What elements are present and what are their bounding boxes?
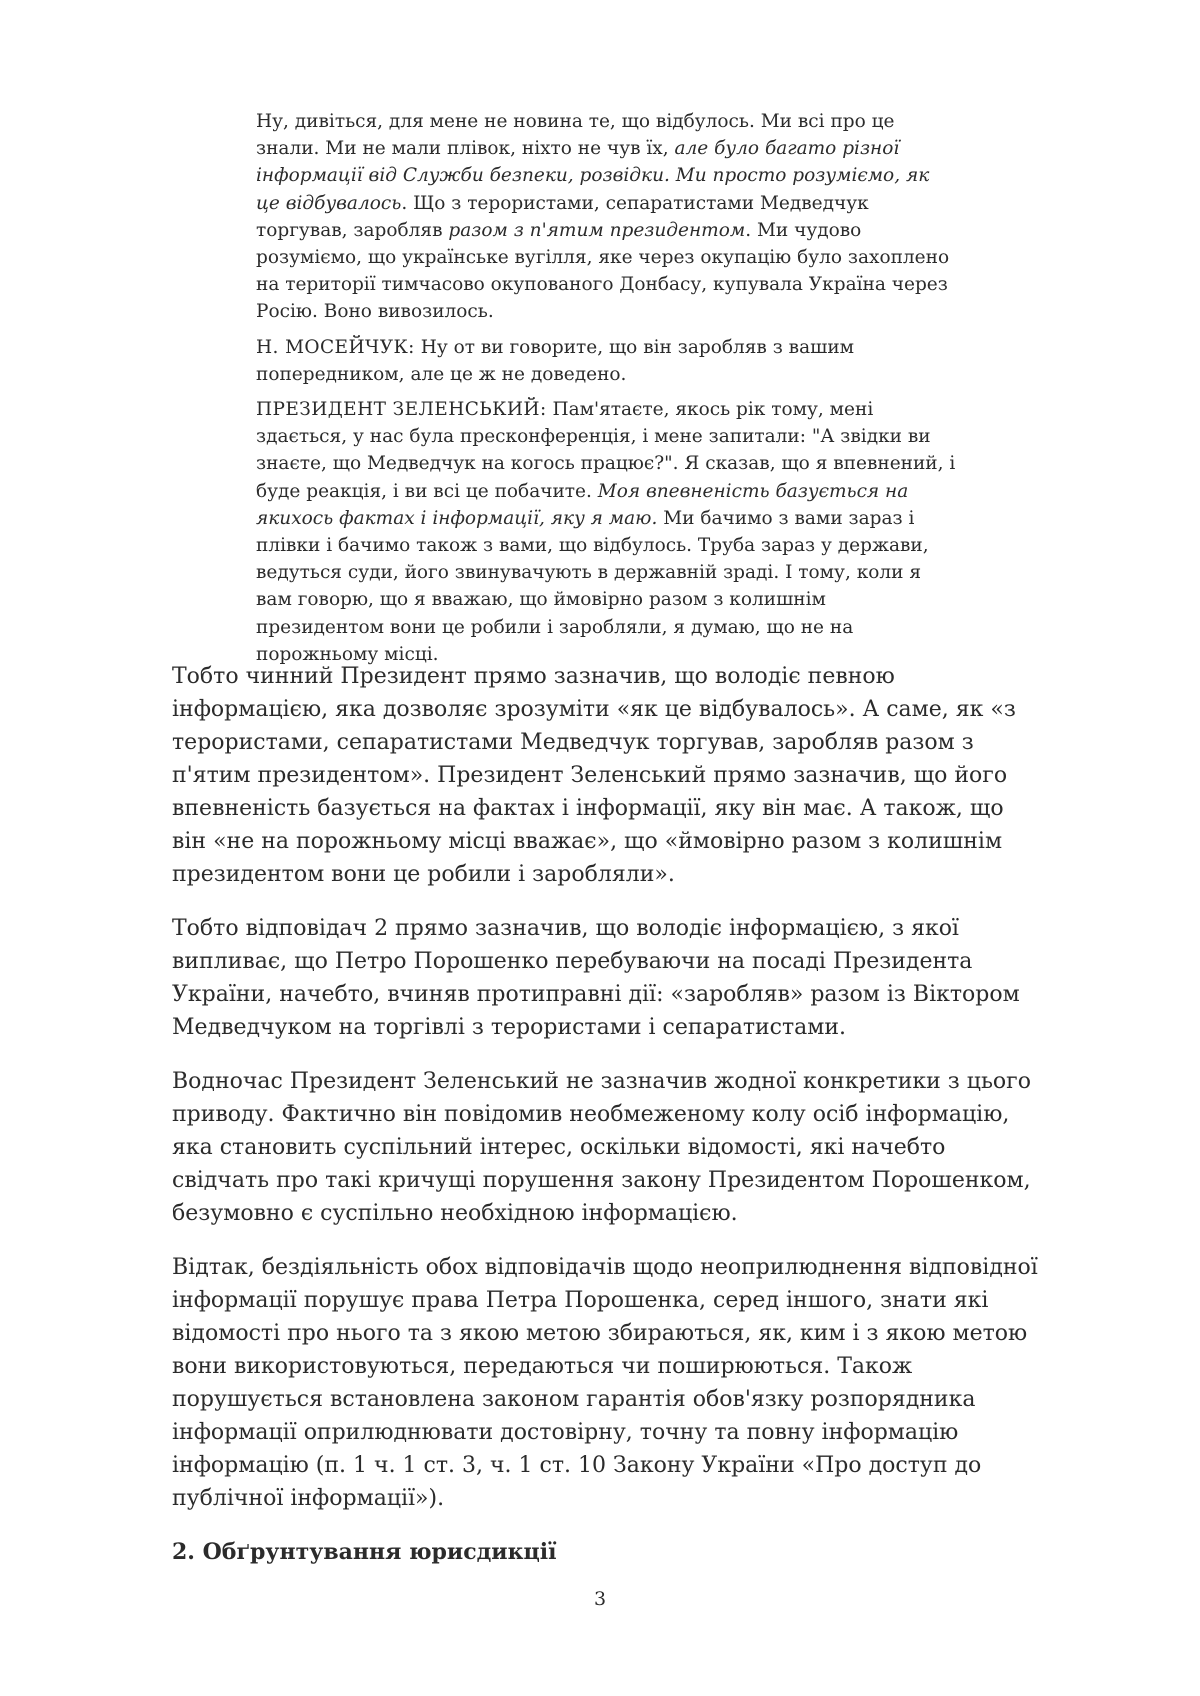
body-paragraph-2: Тобто відповідач 2 прямо зазначив, що володіє інформацією, з якої випливає, що Петро Порошенко перебуваючи на посаді Президента України, начебто, вчиняв протиправні дії: «заробляв» разом із Віктором Медведчуком на торгівлі з терористами і сепаратистами. (172, 916, 1020, 1040)
page-number: 3 (593, 1588, 607, 1610)
quote-paragraph-1: Ну, дивіться, для мене не новина те, що відбулось. Ми всі про це знали. Ми не мали плівок, ніхто не чув їх, але було багато різної інформації від Служби безпеки, розвідки. Ми просто розуміємо, як це відбувалось. Що з терористами, сепаратистами Медведчук торгував, заробляв разом з п'ятим президентом. Ми чудово розуміємо, що українське вугілля, яке через окупацію було захоплено на території тимчасово окупованого Донбасу, купувала Україна через Росію. Воно вивозилось. (256, 111, 950, 323)
quote-emphasis: Моя впевненість базується на якихось фактах і інформації, яку я маю. (256, 480, 909, 529)
interview-quote (256, 108, 956, 676)
body-paragraph-1: Тобто чинний Президент прямо зазначив, що володіє певною інформацією, яка дозволяє зрозуміти «як це відбувалось». А саме, як «з терористами, сепаратистами Медведчук торгував, заробляв разом з п'ятим президентом». Президент Зеленський прямо зазначив, що його впевненість базується на фактах і інформації, яку він має. А також, що він «не на порожньому місці вважає», що «ймовірно разом з колишнім президентом вони це робили і заробляли». (172, 664, 1016, 887)
body-paragraph-3: Водночас Президент Зеленський не зазначив жодної конкретики з цього приводу. Фактично він повідомив необмеженому колу осіб інформацію, яка становить суспільний інтерес, оскільки відомості, які начебто свідчать про такі кричущі порушення закону Президентом Порошенком, безумовно є суспільно необхідною інформацією. (172, 1069, 1031, 1226)
quote-emphasis: але було багато різної інформації від Служби безпеки, розвідки. Ми просто розуміємо, як це відбувалось (256, 138, 930, 214)
body-paragraph-4: Відтак, бездіяльність обох відповідачів щодо неоприлюднення відповідної інформації порушує права Петра Порошенка, серед іншого, знати які відомості про нього та з якою метою збираються, як, ким і з якою метою вони використовуються, передаються чи поширюються. Також порушується встановлена законом гарантія обов'язку розпорядника інформації оприлюднювати достовірну, точну та повну інформацію інформацію (п. 1 ч. 1 ст. 3, ч. 1 ст. 10 Закону України «Про доступ до публічної інформації»). (172, 1255, 1038, 1511)
speaker-label: ПРЕЗИДЕНТ ЗЕЛЕНСЬКИЙ: (256, 399, 547, 421)
speaker-label: Н. МОСЕЙЧУК: (256, 336, 415, 358)
quote-paragraph-2: Н. МОСЕЙЧУК: Ну от ви говорите, що він заробляв з вашим попередником, але це ж не доведено. (256, 336, 855, 385)
quote-emphasis: разом з п'ятим президентом (448, 219, 746, 241)
section-heading: 2. Обґрунтування юрисдикції (172, 1539, 557, 1565)
body-text (172, 660, 1044, 1536)
quote-paragraph-3: ПРЕЗИДЕНТ ЗЕЛЕНСЬКИЙ: Пам'ятаєте, якось рік тому, мені здається, у нас була пресконференція, і мене запитали: "А звідки ви знаєте, що Медведчук на когось працює?". Я сказав, що я впевнений, і буде реакція, і ви всі це побачите. Моя впевненість базується на якихось фактах і інформації, яку я маю. Ми бачимо з вами зараз і плівки і бачимо також з вами, що відбулось. Труба зараз у держави, ведуться суди, його звинувачують в державній зраді. І тому, коли я вам говорю, що я вважаю, що ймовірно разом з колишнім президентом вони це робили і заробляли, я думаю, що не на порожньому місці. (256, 399, 956, 665)
